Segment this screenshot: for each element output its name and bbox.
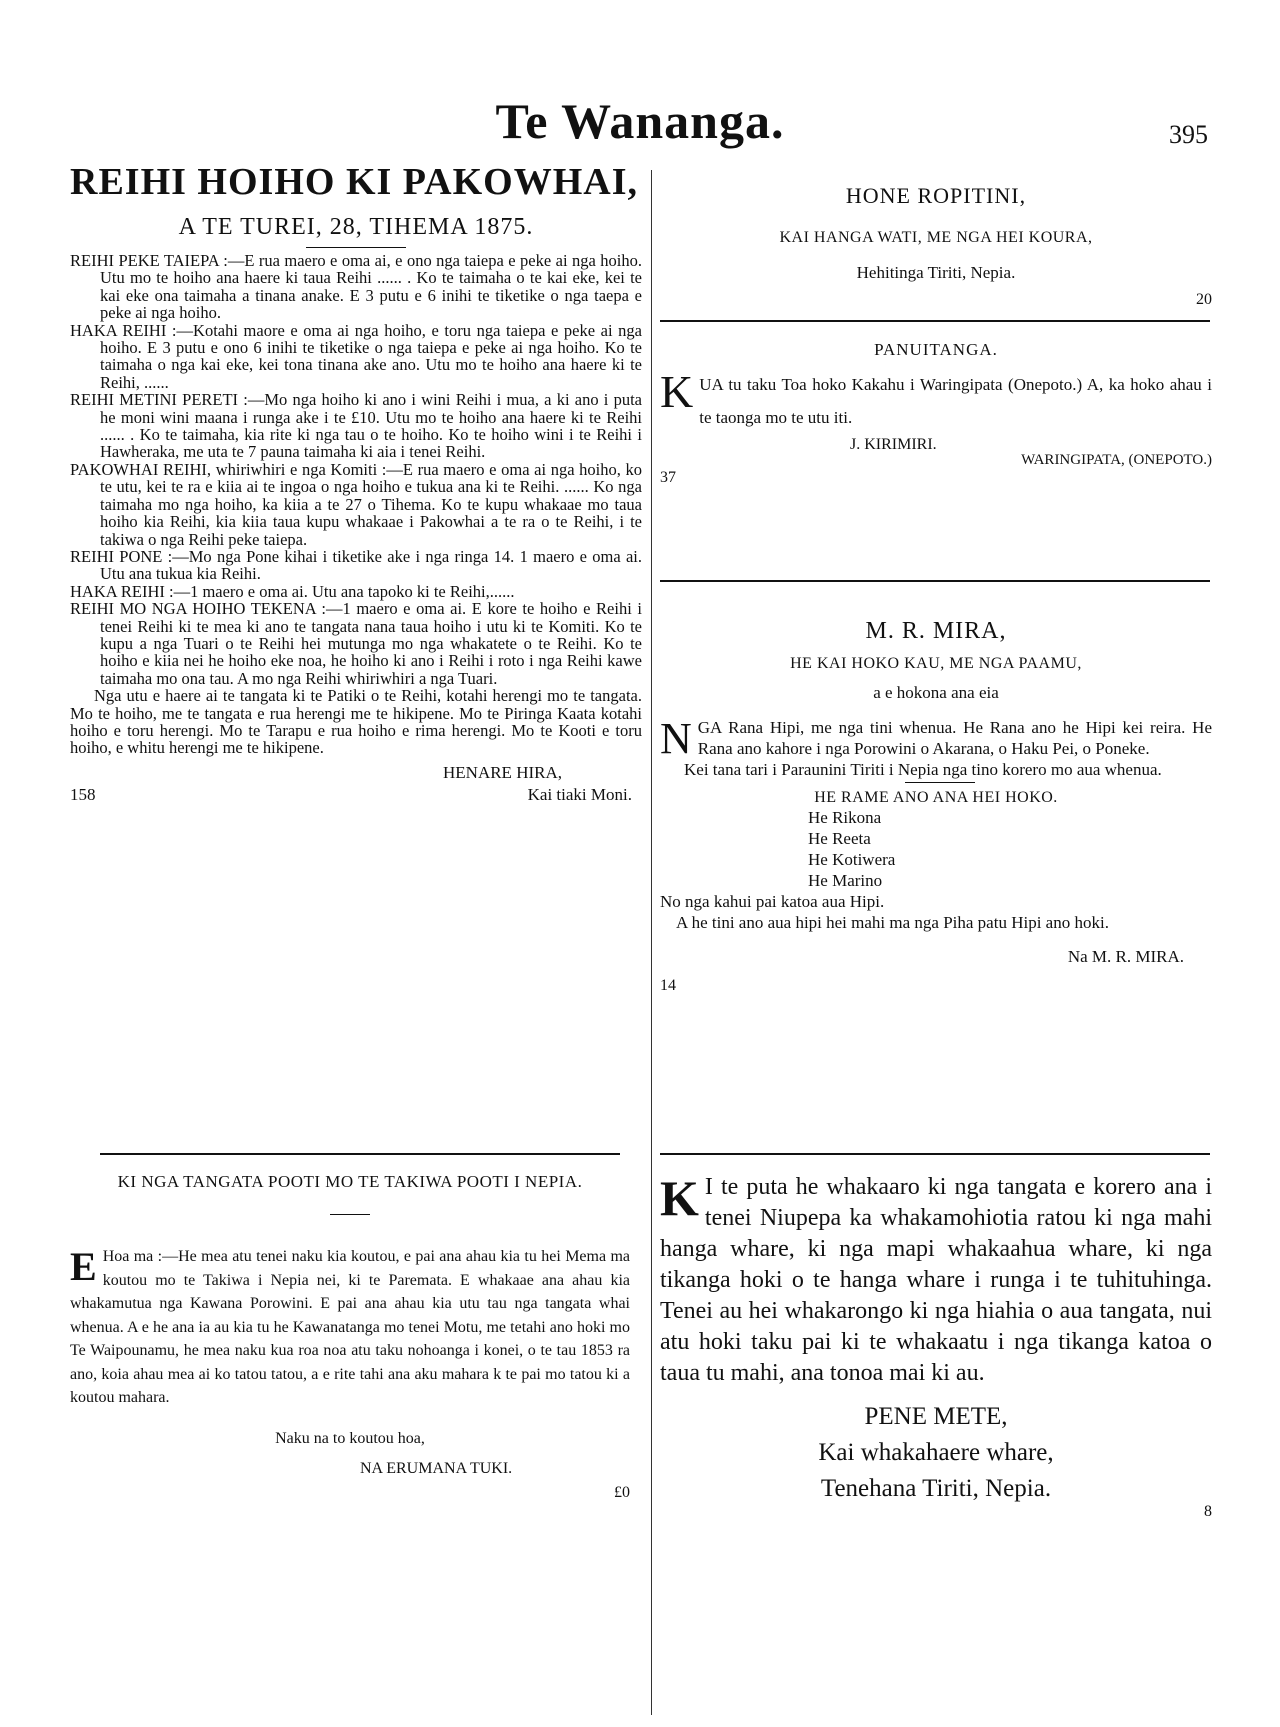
- notice-signer: J. KIRIMIRI.: [850, 436, 937, 453]
- mira-ad: [660, 618, 1212, 995]
- divider: [905, 782, 975, 783]
- section-rule: [660, 1153, 1210, 1155]
- builder-ad: [660, 1172, 1212, 1521]
- notice-ad-number: 37: [660, 469, 676, 486]
- race-signer: HENARE HIRA,: [443, 762, 562, 782]
- race-entry-text: —E rua maero e oma ai, e ono nga taiepa e peke ai nga hoiho. Utu mo te hoiho ana haere ki taua Reihi ...... . Ko te taimaha o te kai eke, kei te kai eke ona taimaha a tinana anake. E 3 putu e 6 inihi te tiketike o nga taepa e peke ai nga hoiho.: [100, 251, 642, 323]
- builder-address: Tenehana Tiriti, Nepia.: [820, 1475, 1052, 1502]
- race-entry-lead: REIHI PONE :: [70, 546, 173, 566]
- voters-valediction: Naku na to koutou hoa,: [275, 1429, 425, 1447]
- race-ad: [70, 160, 642, 811]
- race-entry-lead: REIHI METINI PERETI :: [70, 390, 248, 410]
- ram-item: He Reeta: [808, 829, 871, 848]
- race-entry: [70, 600, 642, 687]
- mira-body4: A he tini ano aua hipi hei mahi ma nga Piha patu Hipi ano hoki.: [676, 913, 1109, 932]
- race-entry: [70, 322, 642, 392]
- builder-dropcap: K: [660, 1170, 699, 1226]
- section-rule: [660, 320, 1210, 322]
- race-entry-lead: REIHI PEKE TAIEPA :: [70, 251, 228, 270]
- race-entry-text: —1 maero e oma ai. E kore te hoiho e Reihi i tenei Reihi ki te mea ki ano te tangata nana taua hoiho i utu ki te Komiti. Ko te kupu a nga Tuari o te Reihi hei mutunga mo nga whakatete o te Reihi. Ko te hoiho e kiia nei he hoiho eke noa, he hoiho ki ano i Reihi i roto i nga Reihi kawe taimaha mo ona tau. A mo nga Reihi whiriwhiri a nga Tuari.: [100, 599, 642, 688]
- section-rule: [660, 580, 1210, 582]
- race-entry: [70, 391, 642, 461]
- page-number: 395: [1169, 120, 1208, 149]
- mira-ad-number: 14: [660, 977, 676, 994]
- mira-body2: Kei tana tari i Paraunini Tiriti i Nepia nga tino korero mo aua whenua.: [684, 760, 1162, 779]
- watch-address: Hehitinga Tiriti, Nepia.: [856, 263, 1016, 282]
- watch-name: HONE ROPITINI,: [845, 183, 1027, 208]
- watch-ad: [660, 165, 1212, 309]
- notice-ad: [660, 340, 1212, 487]
- mira-trade: HE KAI HOKO KAU, ME NGA PAAMU,: [790, 655, 1082, 672]
- notice-place: WARINGIPATA, (ONEPOTO.): [1021, 452, 1212, 468]
- race-entry-text: whiriwhiri e nga Komiti :—E rua maero e oma ai nga hoiho, ko te utu, kei te ra e kiia ai te ingoa o nga hoiho e tukua ana ki te Reihi. ...... Ko nga taimaha mo nga hoiho, ka kiia a te 27 o Tihema. Ko te kupu whakaae mo taua hoiho kia Reihi, kia kiia taua kupu whakaae i Pakowhai a te ra o te Reihi, i te takiwa o nga Reihi peke taiepa.: [100, 459, 642, 549]
- notice-heading: PANUITANGA.: [874, 340, 998, 359]
- race-entry-lead: REIHI MO NGA HOIHO TEKENA :: [70, 599, 326, 619]
- race-entry: [70, 583, 642, 600]
- rams-list: [808, 807, 1212, 891]
- voters-heading: KI NGA TANGATA POOTI MO TE TAKIWA POOTI I NEPIA.: [117, 1172, 583, 1191]
- race-entry-lead: HAKA REIHI :: [70, 581, 174, 601]
- voters-signer: NA ERUMANA TUKI.: [360, 1459, 513, 1477]
- column-divider: [651, 170, 652, 1715]
- mira-name: M. R. MIRA,: [865, 618, 1007, 644]
- ram-item: He Rikona: [808, 808, 882, 827]
- divider: [306, 247, 406, 248]
- mira-rams-heading: HE RAME ANO ANA HEI HOKO.: [814, 789, 1058, 806]
- race-entry: [70, 548, 642, 583]
- race-entry: [70, 252, 642, 322]
- race-entry-lead: PAKOWHAI REIHI,: [70, 459, 212, 479]
- section-rule: [100, 1153, 620, 1155]
- masthead-title: Te Wananga.: [495, 93, 785, 149]
- race-subhead: A TE TUREI, 28, TIHEMA 1875.: [178, 214, 534, 240]
- race-ad-number: 158: [70, 784, 96, 804]
- voters-dropcap: E: [70, 1244, 97, 1289]
- mira-body1: GA Rana Hipi, me nga tini whenua. He Rana ano he Hipi kei reira. He Rana ano kahore i nga Porowini o Akarana, o Haku Pei, o Poneke.: [697, 718, 1212, 758]
- divider: [330, 1214, 370, 1215]
- builder-name: PENE METE,: [864, 1403, 1008, 1430]
- race-closing: Nga utu e haere ai te tangata ki te Patiki o te Reihi, kotahi herengi mo te tangata. Mo te hoiho, me te tangata e rua herengi me te hikipene. Mo te Piringa Kaata kotahi hoiho e toru herengi. Mo te Tarapu e rua hoiho e rima herengi. Mo te Kooti e toru hoiho, e whitu herengi me te hikipene.: [70, 686, 642, 758]
- notice-dropcap: K: [660, 366, 694, 417]
- watch-ad-number: 20: [1196, 291, 1212, 308]
- race-entry-text: —Kotahi maore e oma ai nga hoiho, e toru nga taiepa e peke ai nga hoiho. E 3 putu e ono 6 inihi te tiketike o nga taiepa e peke ai nga hoiho. Ko te taimaha o nga kai eke, kei tona tinana ake ano. Utu mo te hoiho ana haere ki te Reihi, ......: [100, 320, 643, 392]
- voters-body: Hoa ma :—He mea atu tenei naku kia koutou, e pai ana ahau kia tu hei Mema ma koutou mo te Takiwa i Nepia nei, ki te Paremata. E whakaae ana ahau kia whakamutua nga Kawana Porowini. E pai ana ahau kia utu tau nga tangata whai whenua. A e he ana ia au kia tu he Kawanatanga mo tenei Motu, me tetahi ano hoki mo Te Waipounamu, he mea naku kua roa noa atu taku nohoanga i konei, o te tau 1853 ra ano, koia ahau mea ai ko tatou tatou, a e rite tahi ana aku mahara k te pai mo tatou ki a koutou mahara.: [70, 1248, 630, 1406]
- race-entries: [70, 252, 642, 687]
- watch-trade: KAI HANGA WATI, ME NGA HEI KOURA,: [779, 229, 1093, 246]
- race-entry-text: —Mo nga hoiho ki ano i wini Reihi i mua, a ki ano i puta he moni wini maana i runga ake i te £10. Utu mo te hoiho ana haere ki te Reihi ...... . Ko te taimaha, kia rite ki nga tau o te hoiho. Ko te hoiho wini i te Reihi i Hawheraka, me uta te 7 pauna taimaha ki aia i tenei Reihi.: [100, 390, 642, 462]
- race-signer-title: Kai tiaki Moni.: [527, 784, 632, 804]
- builder-body: I te puta he whakaaro ki nga tangata e korero ana i tenei Niupepa ka whakamohiotia ratou ki nga mahi hanga whare, ki nga mapi whakaahua whare, ki nga tikanga hoki o te hanga whare i runga i te tuhituhinga. Tenei au hei whakarongo ki nga hiahia o aua tangata, nui atu hoki taku pai ki te whakaatu i nga tikanga katoa o taua tu mahi, ana tonoa mai ki au.: [660, 1174, 1212, 1386]
- ram-item: He Kotiwera: [808, 850, 896, 869]
- builder-ad-number: 8: [1204, 1503, 1212, 1520]
- race-entry-text: —Mo nga Pone kihai i tiketike ake i nga ringa 14. 1 maero e oma ai. Utu ana tukua kia Reihi.: [100, 546, 642, 584]
- mira-dropcap: N: [660, 714, 692, 763]
- mira-signer: Na M. R. MIRA.: [1067, 947, 1184, 966]
- race-entry-text: —1 maero e oma ai. Utu ana tapoko ki te Reihi,......: [173, 581, 515, 601]
- notice-body: UA tu taku Toa hoko Kakahu i Waringipata (Onepoto.) A, ka hoko ahau i te taonga mo te utu iti.: [699, 375, 1212, 427]
- race-entry: [70, 461, 642, 548]
- builder-title: Kai whakahaere whare,: [818, 1439, 1054, 1466]
- mira-body3: No nga kahui pai katoa aua Hipi.: [660, 892, 885, 911]
- race-entry-lead: HAKA REIHI :: [70, 320, 177, 340]
- ram-item: He Marino: [808, 871, 883, 890]
- voters-ad: [70, 1172, 630, 1502]
- mira-sub: a e hokona ana eia: [873, 683, 999, 702]
- voters-ad-number: £0: [614, 1483, 630, 1501]
- race-headline: REIHI HOIHO KI PAKOWHAI,: [70, 161, 639, 203]
